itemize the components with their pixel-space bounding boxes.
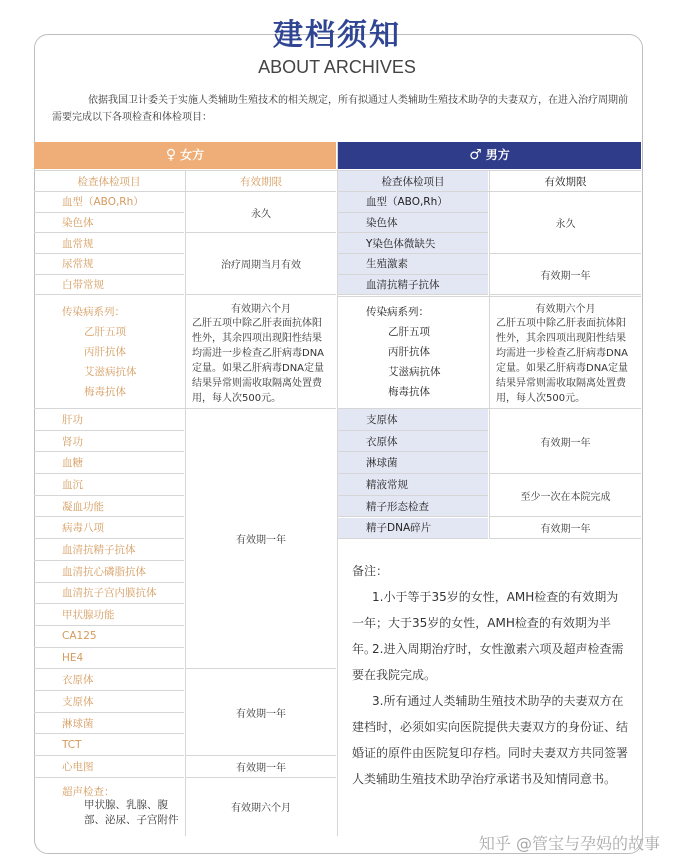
female-item: TCT	[34, 735, 184, 757]
female-item: 血常规	[34, 233, 184, 254]
female-item: 衣原体	[34, 669, 184, 691]
female-item: 染色体	[34, 213, 184, 234]
male-item: Y染色体微缺失	[338, 233, 488, 254]
male-item: 血型（ABO,Rh）	[338, 192, 488, 213]
note-item: 1.小于等于35岁的女性，AMH检查的有效期为一年；大于35岁的女性，AMH检查的有效期为半年。	[352, 590, 619, 656]
male-item: 淋球菌	[338, 452, 488, 474]
male-valid-year-a: 有效期一年	[490, 254, 641, 295]
male-infect-title: 传染病系列：	[366, 305, 429, 318]
row-divider	[34, 170, 641, 171]
male-header-label: 男方	[485, 148, 510, 162]
row-divider	[338, 191, 641, 192]
male-item: 血清抗精子抗体	[338, 275, 488, 296]
female-item-ecg: 心电图	[34, 756, 184, 778]
female-valid-year-a: 有效期一年	[186, 409, 336, 669]
female-valid-permanent: 永久	[186, 192, 336, 233]
female-item: 淋球菌	[34, 713, 184, 735]
male-col-item: 检查体检项目	[338, 171, 488, 191]
male-infect-item: 丙肝抗体	[388, 345, 430, 358]
female-infect-valid-head: 有效期六个月	[231, 303, 291, 315]
page-title: 建档须知	[273, 18, 401, 53]
female-us-sub: 甲状腺、乳腺、腹部、泌尿、子宫附件	[84, 798, 179, 826]
female-valid-cycle: 治疗周期当月有效	[186, 233, 336, 295]
male-valid-year-b: 有效期一年	[490, 409, 641, 474]
male-infect-valid-text: 乙肝五项中除乙肝表面抗体阳性外，其余四项出现阳性结果均需进一步检查乙肝病毒DNA定量。如果乙肝病毒DNA定量结果异常则需收取隔离处置费用，每人次500元。	[496, 317, 629, 404]
female-infect-item: 梅毒抗体	[84, 385, 126, 398]
male-infect-item: 乙肝五项	[388, 325, 430, 338]
female-header-label: 女方	[180, 148, 205, 162]
note-item: 2.进入周期治疗时，女性激素六项及超声检查需要在我院完成。	[352, 642, 624, 682]
female-header	[34, 142, 336, 169]
female-infect-item: 艾滋病抗体	[84, 365, 137, 378]
female-item: 血清抗心磷脂抗体	[34, 561, 184, 583]
female-item: 尿常规	[34, 254, 184, 275]
male-item-dna: 精子DNA碎片	[338, 518, 488, 540]
female-item: 血清抗精子抗体	[34, 539, 184, 561]
male-item: 生殖激素	[338, 254, 488, 275]
female-valid-year-b: 有效期一年	[186, 669, 336, 756]
female-infect-valid-text: 乙肝五项中除乙肝表面抗体阳性外，其余四项出现阳性结果均需进一步检查乙肝病毒DNA定量。如果乙肝病毒DNA定量结果异常则需收取隔离处置费用，每人次500元。	[192, 317, 325, 404]
female-infect-item: 丙肝抗体	[84, 345, 126, 358]
female-item: 血糖	[34, 452, 184, 474]
female-infect-item: 乙肝五项	[84, 325, 126, 338]
female-item: 白带常规	[34, 275, 184, 296]
female-col-valid: 有效期限	[240, 175, 282, 188]
female-item: CA125	[34, 626, 184, 648]
male-item: 染色体	[338, 213, 488, 234]
male-infect-item: 梅毒抗体	[388, 385, 430, 398]
female-item: 甲状腺功能	[34, 604, 184, 626]
female-infect-title: 传染病系列：	[62, 305, 125, 318]
male-item: 精液常规	[338, 474, 488, 496]
female-item: 病毒八项	[34, 518, 184, 540]
female-item: 凝血功能	[34, 496, 184, 518]
intro-text: 依据我国卫计委关于实施人类辅助生殖技术的相关规定，所有拟通过人类辅助生殖技术助孕的夫妻双方，在进入治疗周期前需要完成以下各项检查和体检项目：	[52, 95, 628, 123]
male-valid-permanent: 永久	[490, 192, 641, 254]
male-item: 衣原体	[338, 431, 488, 453]
female-us-title: 超声检查：	[62, 785, 115, 798]
notes-title: 备注：	[352, 564, 389, 578]
note-item: 3.所有通过人类辅助生殖技术助孕的夫妻双方在建档时，必须如实向医院提供夫妻双方的身份证、结婚证的原件由医院复印存档。同时夫妻双方共同签署人类辅助生殖技术助孕治疗承诺书及知情同意书。	[352, 694, 629, 786]
watermark: 知乎 @管宝与孕妈的故事	[478, 834, 660, 853]
female-valid-us: 有效期六个月	[231, 803, 291, 815]
female-item: 肝功	[34, 409, 184, 431]
female-item: 血清抗子宫内膜抗体	[34, 583, 184, 605]
male-col-valid: 有效期限	[544, 175, 587, 188]
male-item: 精子形态检查	[338, 496, 488, 518]
male-valid-dna: 有效期一年	[490, 518, 641, 540]
female-item: 血沉	[34, 474, 184, 496]
female-item: 肾功	[34, 431, 184, 453]
female-valid-ecg: 有效期一年	[186, 756, 336, 778]
male-icon: ♂	[469, 147, 482, 163]
female-col-item: 检查体检项目	[77, 175, 141, 188]
female-item: 支原体	[34, 691, 184, 713]
page-subtitle: ABOUT ARCHIVES	[258, 57, 416, 77]
male-header	[338, 142, 641, 169]
male-item: 支原体	[338, 409, 488, 431]
male-valid-onsite: 至少一次在本院完成	[490, 474, 641, 517]
column-divider	[489, 171, 490, 539]
female-item: 血型（ABO,Rh）	[34, 192, 184, 213]
female-icon: ♀	[165, 147, 177, 163]
row-divider	[34, 191, 336, 192]
male-infect-item: 艾滋病抗体	[388, 365, 441, 378]
male-infect-valid-head: 有效期六个月	[535, 303, 596, 315]
column-divider	[185, 171, 186, 836]
female-item: HE4	[34, 648, 184, 670]
